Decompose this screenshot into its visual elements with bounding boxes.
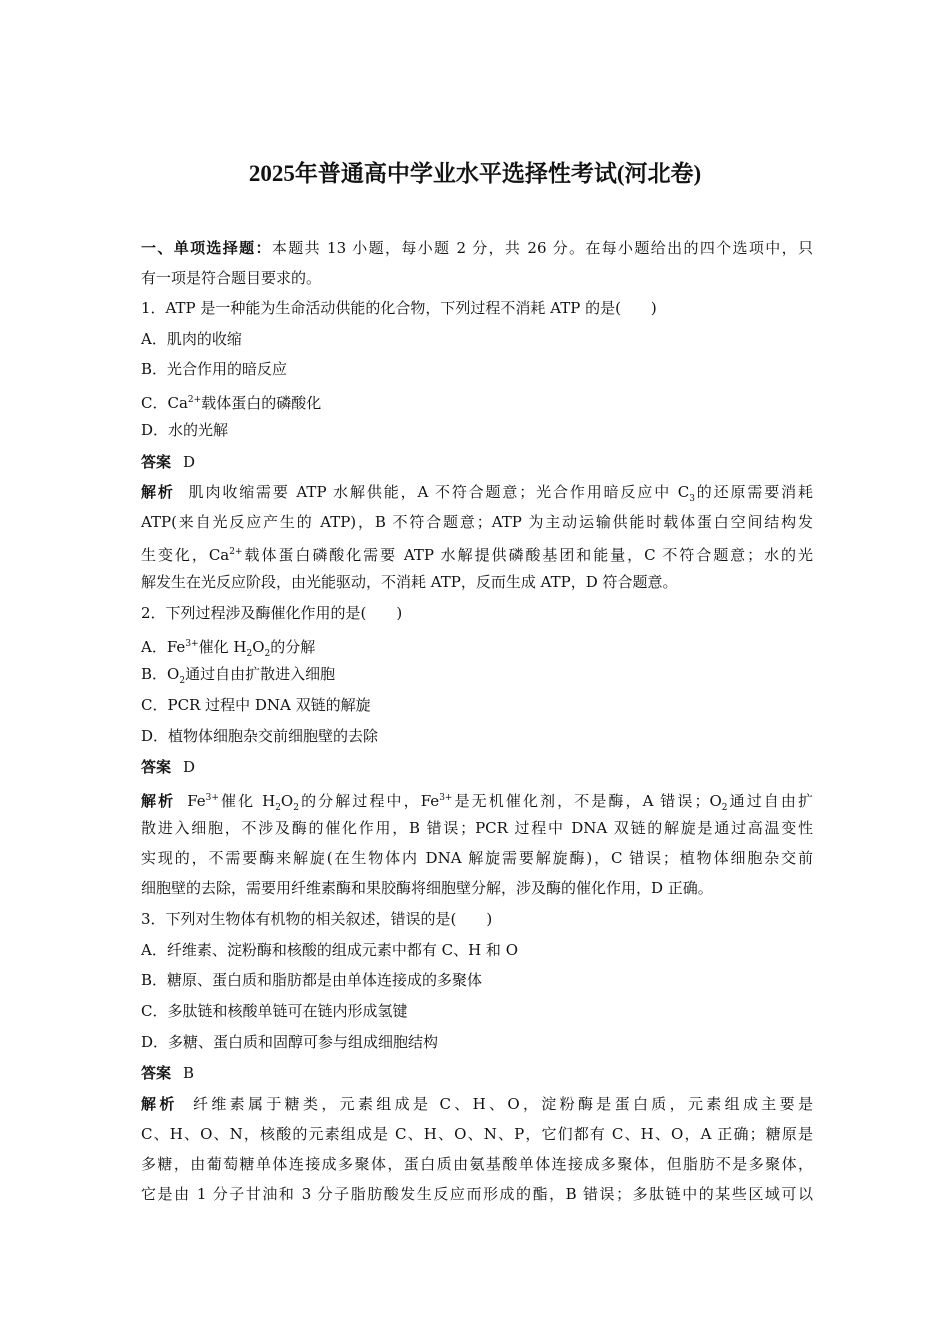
q1-option-c-sup: 2+ [187,395,202,405]
q2-explanation-1 [141,788,813,818]
q2-option-d: D．植物体细胞杂交前细胞壁的去除 [141,727,379,745]
q2-a-mid: 催化 H [198,638,247,656]
q2-a-sub2: 2 [264,649,271,659]
q3-option-d: D．多糖、蛋白质和固醇可参与组成细胞结构 [141,1033,439,1051]
q1-explanation-4: 解发生在光反应阶段，由光能驱动，不消耗 ATP，反而生成 ATP，D 符合题意。 [141,573,678,591]
q2-b-post: 通过自由扩散进入细胞 [185,665,336,683]
q2-e1a: Fe [187,792,206,810]
q1-option-d: D．水的光解 [141,421,229,439]
q2-e1sup: 3+ [205,793,219,803]
q3-answer-value: B [183,1064,195,1082]
q2-explanation-3: 实现的，不需要酶来解旋(在生物体内 DNA 解旋需要解旋酶)，C 错误；植物体细胞杂交前 [141,849,813,867]
q3-explanation-4: 它是由 1 分子甘油和 3 分子脂肪酸发生反应而形成的酯，B 错误；多肽链中的某些区域可以 [141,1185,813,1203]
q3-e1: 纤维素属于糖类，元素组成是 C、H、O，淀粉酶是蛋白质，元素组成主要是 [189,1095,813,1113]
q2-e1e: 是无机催化剂，不是酶，A 错误；O [452,792,722,810]
q2-e1sub1: 2 [275,803,281,813]
q1-explanation-1 [141,482,813,509]
q2-e1b: 催化 H [218,792,276,810]
q1-option-b: B．光合作用的暗反应 [141,360,288,378]
q1-option-c-post: 载体蛋白的磷酸化 [201,394,322,412]
q2-answer [141,757,813,777]
q1-e3sup: 2+ [229,547,243,557]
q1-e1sub: 3 [689,494,695,504]
q2-a-sub1: 2 [246,649,253,659]
q3-expl-label: 解析 [141,1095,178,1113]
q3-answer-label: 答案 [141,1064,172,1082]
q3-explanation-1 [141,1094,813,1114]
q3-answer [141,1063,813,1083]
q1-e3a: 生变化，Ca [141,546,230,564]
q2-e1sup2: 3+ [439,793,453,803]
q3-option-a: A．纤维素、淀粉酶和核酸的组成元素中都有 C、H 和 O [141,941,518,959]
q1-option-c-pre: C．Ca [141,394,188,412]
q2-answer-label: 答案 [141,758,172,776]
section-label: 一、单项选择题： [141,239,272,257]
q2-e1sub2: 2 [293,803,299,813]
q3-option-b: B．糖原、蛋白质和脂肪都是由单体连接成的多聚体 [141,971,483,989]
q2-b-pre: B．O [141,665,180,683]
q2-option-b [141,664,813,691]
q2-e1d: 的分解过程中，Fe [298,792,440,810]
q3-stem: 3．下列对生物体有机物的相关叙述，错误的是( ) [141,910,493,928]
section-header [141,238,813,258]
q1-e1a: 肌肉收缩需要 ATP 水解供能，A 不符合题意；光合作用暗反应中 C [186,483,690,501]
q1-answer-value: D [183,453,196,471]
section-desc-1: 本题共 13 小题，每小题 2 分，共 26 分。在每小题给出的四个选项中，只 [271,239,813,257]
q1-e1b: 的还原需要消耗 [694,483,813,501]
q2-explanation-2: 散进入细胞，不涉及酶的催化作用，B 错误；PCR 过程中 DNA 双链的解旋是通过高温变性 [141,819,813,837]
section-desc-2: 有一项是符合题目要求的。 [141,269,322,287]
q2-e1f: 通过自由扩 [727,792,813,810]
q1-answer [141,452,813,472]
q1-explanation-3 [141,542,813,565]
q2-b-sub: 2 [179,676,186,686]
q2-e1sub3: 2 [721,803,728,813]
q2-stem: 2．下列过程涉及酶催化作用的是( ) [141,604,403,622]
q1-option-c [141,390,813,413]
q2-answer-value: D [183,758,196,776]
q2-e1c: O [280,792,294,810]
q2-expl-label: 解析 [141,792,176,810]
q2-explanation-4: 细胞壁的去除，需要用纤维素酶和果胶酶将细胞壁分解，涉及酶的催化作用，D 正确。 [141,879,713,897]
q1-answer-label: 答案 [141,453,172,471]
q3-option-c: C．多肽链和核酸单链可在链内形成氢键 [141,1002,408,1020]
q1-e3b: 载体蛋白磷酸化需要 ATP 水解提供磷酸基团和能量，C 不符合题意；水的光 [242,546,813,564]
q1-expl-label: 解析 [141,483,175,501]
q2-a-post: 的分解 [270,638,316,656]
q1-option-a: A．肌肉的收缩 [141,330,242,348]
page-title: 2025年普通高中学业水平选择性考试(河北卷) [248,161,702,186]
q2-option-a [141,634,813,664]
q2-a-o: O [252,638,265,656]
q3-explanation-2: C、H、O、N，核酸的元素组成是 C、H、O、N、P，它们都有 C、H、O，A 正确；糖原是 [141,1125,813,1143]
q2-a-sup: 3+ [185,639,199,649]
q2-a-pre: A．Fe [141,638,186,656]
q1-stem: 1．ATP 是一种能为生命活动供能的化合物，下列过程不消耗 ATP 的是( ) [141,299,657,317]
q3-explanation-3: 多糖，由葡萄糖单体连接成多聚体，蛋白质由氨基酸单体连接成多聚体，但脂肪不是多聚体， [141,1155,813,1173]
q2-option-c: C．PCR 过程中 DNA 双链的解旋 [141,696,371,714]
q1-explanation-2: ATP(来自光反应产生的 ATP)，B 不符合题意；ATP 为主动运输供能时载体蛋白空间结构发 [141,513,813,531]
